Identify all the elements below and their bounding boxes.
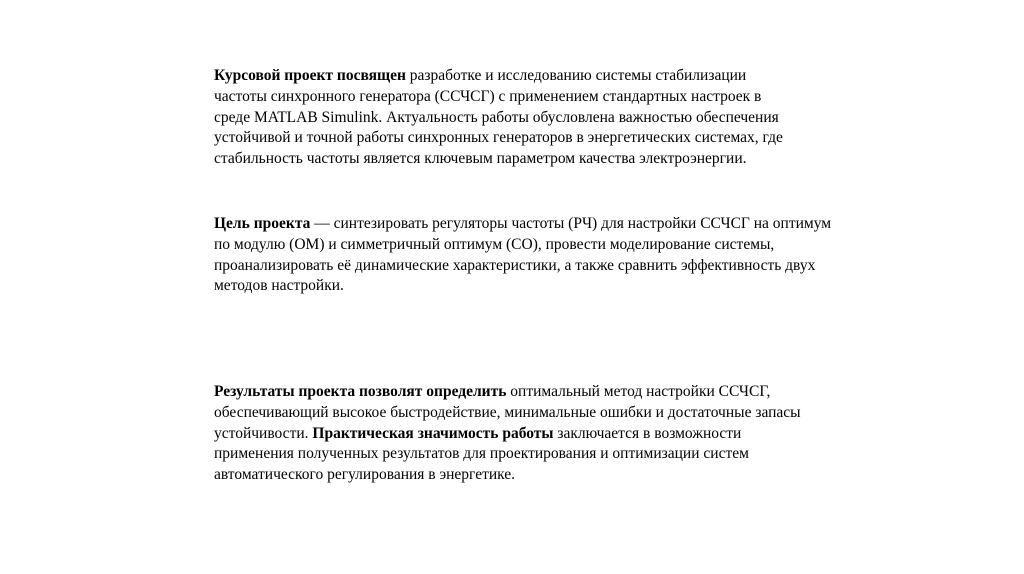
intro-lead-bold: Курсовой проект посвящен bbox=[214, 67, 406, 84]
goal-paragraph bbox=[214, 214, 914, 297]
intro-paragraph bbox=[214, 66, 914, 170]
intro-line-4: устойчивой и точной работы синхронных генераторов в энергетических системах, где bbox=[214, 129, 783, 147]
results-line-1-text: оптимальный метод настройки ССЧСГ, bbox=[506, 383, 771, 400]
results-paragraph bbox=[214, 382, 914, 486]
goal-line-3: проанализировать её динамические характеристики, а также сравнить эффективность двух bbox=[214, 256, 816, 274]
practical-significance-bold: Практическая значимость работы bbox=[312, 424, 554, 442]
goal-lead-bold: Цель проекта bbox=[214, 215, 311, 232]
intro-line-3: среде MATLAB Simulink. Актуальность работы обусловлена важностью обеспечения bbox=[214, 108, 779, 126]
goal-line-2: по модулю (ОМ) и симметричный оптимум (СО), провести моделирование системы, bbox=[214, 235, 775, 253]
results-line-4: применения полученных результатов для проектирования и оптимизации систем bbox=[214, 445, 749, 463]
intro-line-5: стабильность частоты является ключевым параметром качества электроэнергии. bbox=[214, 150, 747, 168]
goal-line-4: методов настройки. bbox=[214, 277, 344, 295]
results-line-2: обеспечивающий высокое быстродействие, минимальные ошибки и достаточные запасы bbox=[214, 403, 801, 421]
results-line-3-text: заключается в возможности bbox=[553, 424, 742, 442]
intro-line-1-text: разработке и исследованию системы стабилизации bbox=[405, 67, 747, 84]
goal-line-1 bbox=[214, 214, 914, 235]
results-line-3-pre: устойчивости. bbox=[214, 424, 313, 442]
results-line-1 bbox=[214, 382, 914, 403]
results-lead-bold: Результаты проекта позволят определить bbox=[214, 383, 507, 400]
intro-line-2: частоты синхронного генератора (ССЧСГ) с применением стандартных настроек в bbox=[214, 87, 762, 105]
results-line-5: автоматического регулирования в энергетике. bbox=[214, 466, 516, 484]
results-line-3 bbox=[214, 424, 914, 445]
intro-line-1 bbox=[214, 66, 914, 87]
goal-line-1-text: — синтезировать регуляторы частоты (РЧ) для настройки ССЧСГ на оптимум bbox=[310, 215, 832, 232]
